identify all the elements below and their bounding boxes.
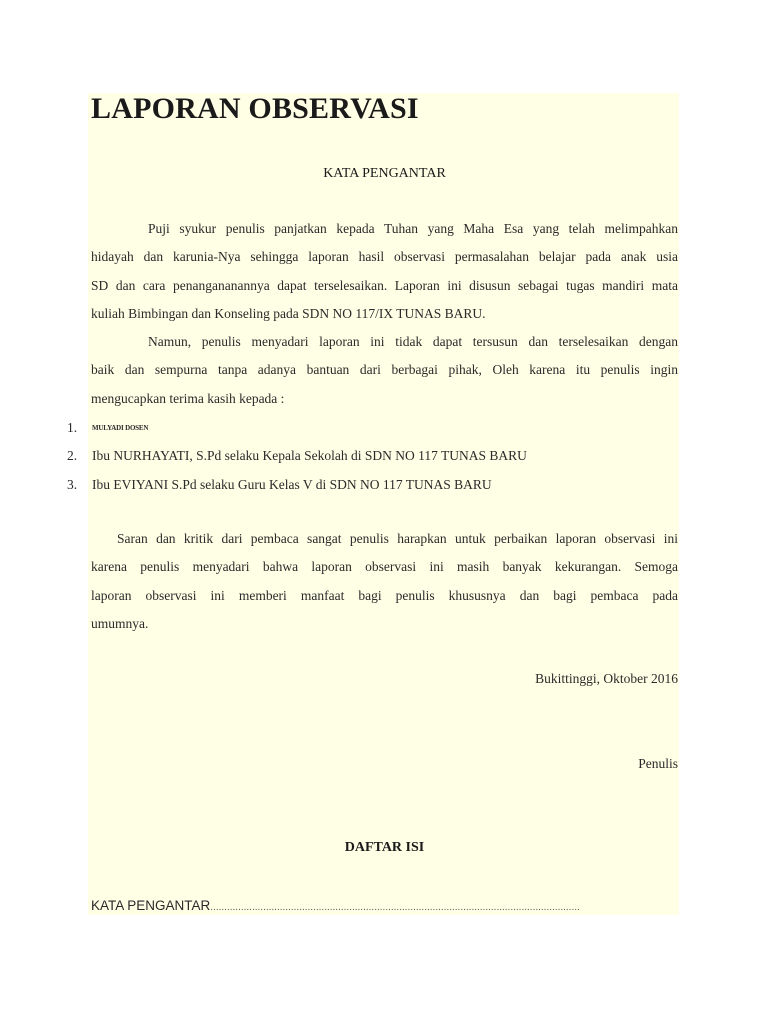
paragraph-line: laporan observasi ini memberi manfaat bagi penulis khususnya dan bagi pembaca pada (91, 587, 678, 603)
paragraph-line: Puji syukur penulis panjatkan kepada Tuhan yang Maha Esa yang telah melimpahkan (148, 221, 678, 236)
paragraph-line: Namun, penulis menyadari laporan ini tidak dapat tersusun dan terselesaikan dengan (148, 334, 678, 349)
toc-leader-dots: ..................................................................................................................................... (210, 902, 580, 913)
list-text: MULYADI DOSEN (92, 424, 149, 432)
paragraph-line: baik dan sempurna tanpa adanya bantuan dari berbagai pihak, Oleh karena itu penulis ingin (91, 362, 678, 378)
list-text: Ibu NURHAYATI, S.Pd selaku Kepala Sekolah di SDN NO 117 TUNAS BARU (92, 448, 527, 464)
toc-entry[interactable] (91, 896, 651, 918)
paragraph-acknowledgement (91, 328, 678, 413)
paragraph-line: karena penulis menyadari bahwa laporan observasi ini masih banyak kekurangan. Semoga (91, 559, 678, 575)
kata-pengantar-heading: KATA PENGANTAR (323, 166, 446, 181)
list-item (0, 471, 700, 499)
paragraph-line: mengucapkan terima kasih kepada : (91, 390, 285, 406)
paragraph-line: kuliah Bimbingan dan Konseling pada SDN NO 117/IX TUNAS BARU. (91, 306, 486, 322)
place-date: Bukittinggi, Oktober 2016 (535, 671, 678, 686)
paragraph-closing (91, 525, 678, 639)
list-item (0, 442, 700, 470)
paragraph-intro (91, 215, 678, 329)
list-item (0, 414, 700, 442)
list-text: Ibu EVIYANI S.Pd selaku Guru Kelas V di SDN NO 117 TUNAS BARU (92, 476, 492, 492)
thanks-list (0, 414, 700, 499)
document-title: LAPORAN OBSERVASI (91, 92, 419, 125)
daftar-isi-heading: DAFTAR ISI (344, 840, 425, 855)
author-signature: Penulis (638, 756, 678, 771)
paragraph-line: Saran dan kritik dari pembaca sangat penulis harapkan untuk perbaikan laporan observasi ini (117, 531, 678, 546)
toc-entry-label: KATA PENGANTAR (91, 898, 211, 913)
paragraph-line: hidayah dan karunia-Nya sehingga laporan hasil observasi permasalahan belajar pada anak usia (91, 249, 678, 265)
paragraph-line: umumnya. (91, 616, 149, 632)
list-number: 2. (67, 448, 78, 464)
list-number: 1. (67, 420, 78, 435)
list-number: 3. (67, 476, 78, 492)
paragraph-line: SD dan cara penangananannya dapat terselesaikan. Laporan ini disusun sebagai tugas mandiri mata (91, 277, 678, 293)
